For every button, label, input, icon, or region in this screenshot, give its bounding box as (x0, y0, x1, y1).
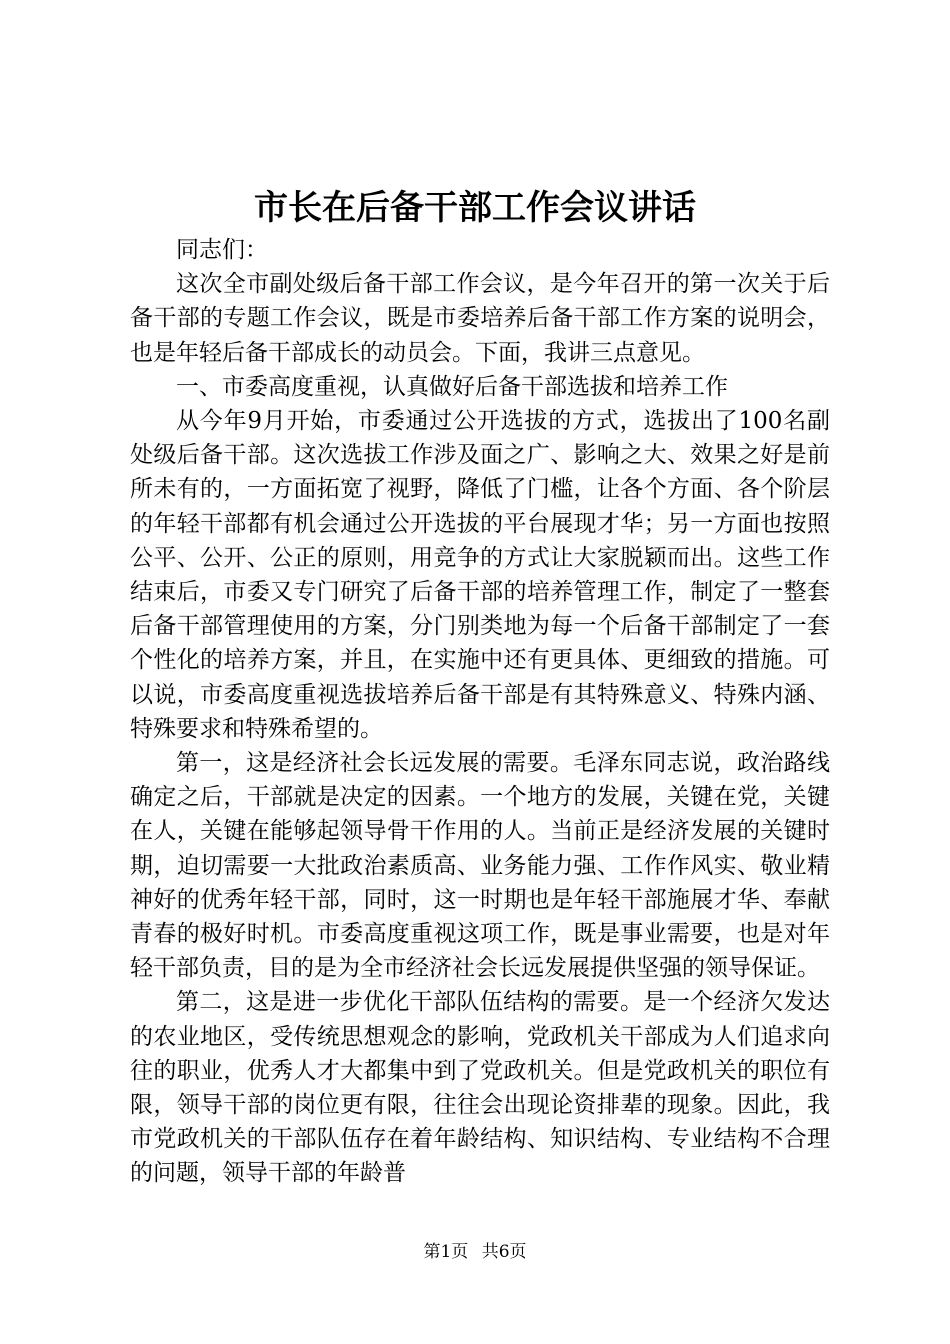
document-body (130, 233, 830, 1191)
page-footer (0, 1240, 950, 1264)
document-title: 市长在后备干部工作会议讲话 (254, 188, 696, 228)
section-heading-1: 一、市委高度重视，认真做好后备干部选拔和培养工作 (176, 373, 728, 400)
salutation: 同志们： (176, 237, 268, 263)
page-total: 共6页 (481, 1242, 527, 1262)
paragraph-intro: 这次全市副处级后备干部工作会议，是今年召开的第一次关于后备干部的专题工作会议，既是市委培养后备干部工作方案的说明会，也是年轻后备干部成长的动员会。下面，我讲三点意见。 (130, 271, 830, 366)
page-number: 第1页 (423, 1242, 469, 1262)
paragraph-selection: 从今年9月开始，市委通过公开选拔的方式，选拔出了100名副处级后备干部。这次选拔工作涉及面之广、影响之大、效果之好是前所未有的，一方面拓宽了视野，降低了门槛，让各个方面、各个阶层的年轻干部都有机会通过公开选拔的平台展现才华；另一方面也按照公平、公开、公正的原则，用竞争的方式让大家脱颖而出。这些工作结束后，市委又专门研究了后备干部的培养管理工作，制定了一整套后备干部管理使用的方案，分门别类地为每一个后备干部制定了一套个性化的培养方案，并且，在实施中还有更具体、更细致的措施。可以说，市委高度重视选拔培养后备干部是有其特殊意义、特殊内涵、特殊要求和特殊希望的。 (130, 408, 830, 742)
paragraph-second-point: 第二，这是进一步优化干部队伍结构的需要。是一个经济欠发达的农业地区，受传统思想观念的影响，党政机关干部成为人们追求向往的职业，优秀人才大都集中到了党政机关。但是党政机关的职位有限，领导干部的岗位更有限，往往会出现论资排辈的现象。因此，我市党政机关的干部队伍存在着年龄结构、知识结构、专业结构不合理的问题，领导干部的年龄普 (130, 989, 830, 1187)
paragraph-first-point: 第一，这是经济社会长远发展的需要。毛泽东同志说，政治路线确定之后，干部就是决定的因素。一个地方的发展，关键在党，关键在人，关键在能够起领导骨干作用的人。当前正是经济发展的关键时期，迫切需要一大批政治素质高、业务能力强、工作作风实、敬业精神好的优秀年轻干部，同时，这一时期也是年轻干部施展才华、奉献青春的极好时机。市委高度重视这项工作，既是事业需要，也是对年轻干部负责，目的是为全市经济社会长远发展提供坚强的领导保证。 (130, 750, 830, 982)
